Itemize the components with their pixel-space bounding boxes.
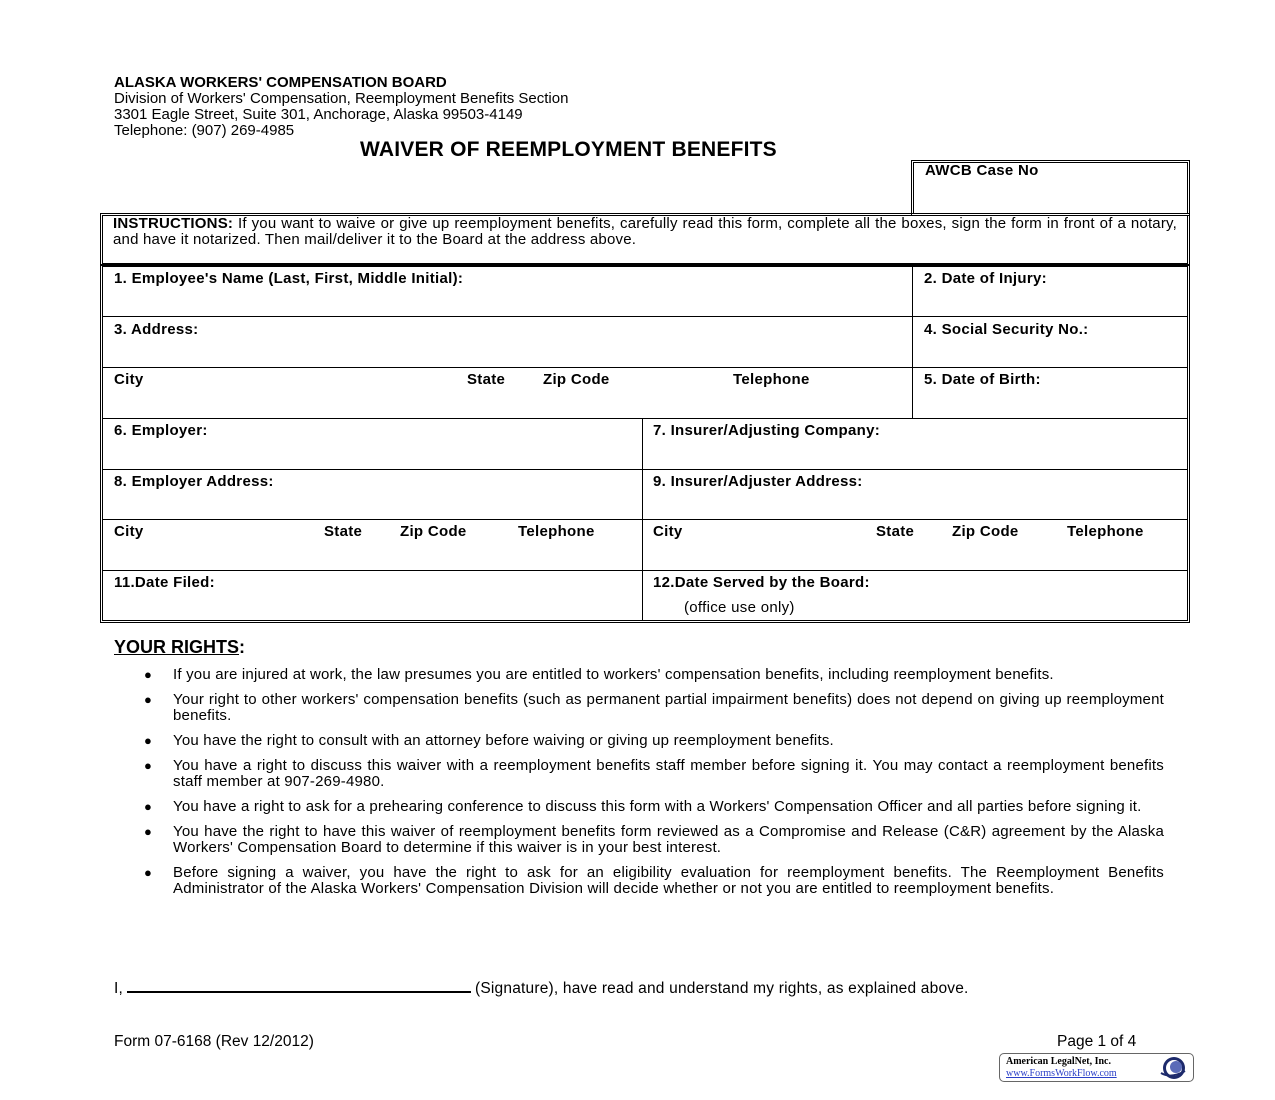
org-name: ALASKA WORKERS' COMPENSATION BOARD [114,74,447,91]
publisher-logo-icon [1157,1055,1189,1081]
bullet-icon: ● [144,667,153,682]
date-of-birth-label: 5. Date of Birth: [924,371,1041,388]
instructions-body: If you want to waive or give up reemployment benefits, carefully read this form, complete all the boxes, sign the form in front of a notary, and have it notarized. Then mail/deliver it to the Board at the address above. [113,215,1177,248]
employee-state-label: State [467,371,506,388]
employer-address-label: 8. Employer Address: [114,473,274,490]
insurer-zip-label: Zip Code [952,523,1019,540]
bullet-icon: ● [144,824,153,839]
rights-list [140,667,1164,906]
date-filed-label: 11.Date Filed: [114,574,215,591]
insurer-address-label: 9. Insurer/Adjuster Address: [653,473,863,490]
list-item-text: If you are injured at work, the law presumes you are entitled to workers' compensation benefits, including reemployment benefits. [173,666,1054,683]
instructions-text [113,216,1177,248]
org-telephone: Telephone: (907) 269-4985 [114,122,295,139]
address-field[interactable] [102,317,912,367]
list-item [140,733,1164,749]
publisher-link[interactable]: www.FormsWorkFlow.com [1006,1068,1117,1079]
employer-zip-label: Zip Code [400,523,467,540]
list-item-text: You have the right to consult with an attorney before waiving or giving up reemployment benefits. [173,732,834,749]
org-address: 3301 Eagle Street, Suite 301, Anchorage, Alaska 99503-4149 [114,106,523,123]
date-of-injury-label: 2. Date of Injury: [924,270,1047,287]
bullet-icon: ● [144,733,153,748]
insurer-city-label: City [653,523,683,540]
list-item [140,824,1164,856]
employer-city-label: City [114,523,144,540]
bullet-icon: ● [144,692,153,707]
bullet-icon: ● [144,758,153,773]
form-number: Form 07-6168 (Rev 12/2012) [114,1033,314,1050]
insurer-telephone-label: Telephone [1067,523,1144,540]
case-number-label: AWCB Case No [925,162,1039,179]
employer-label: 6. Employer: [114,422,208,439]
list-item-text: You have a right to ask for a prehearing conference to discuss this form with a Workers' Compensation Officer and all parties before signing it. [173,798,1142,815]
instructions-label: INSTRUCTIONS: [113,215,234,232]
employee-telephone-label: Telephone [733,371,810,388]
office-use-note: (office use only) [684,599,795,616]
list-item-text: You have a right to discuss this waiver with a reemployment benefits staff member before signing it. You may contact a reemployment benefits staff member at 907-269-4980. [173,757,1164,790]
employer-state-label: State [324,523,363,540]
list-item [140,692,1164,724]
rights-heading [114,637,245,658]
list-item [140,758,1164,790]
date-served-label: 12.Date Served by the Board: [653,574,870,591]
list-item-text: Before signing a waiver, you have the right to ask for an eligibility evaluation for reemployment benefits. The Reemployment Benefits Administrator of the Alaska Workers' Compensation Division will decide whether or not you are entitled to reemployment benefits. [173,864,1164,897]
employee-name-label: 1. Employee's Name (Last, First, Middle Initial): [114,270,464,287]
employee-city-label: City [114,371,144,388]
publisher-name: American LegalNet, Inc. [1006,1056,1111,1067]
list-item [140,865,1164,897]
insurer-label: 7. Insurer/Adjusting Company: [653,422,881,439]
division-name: Division of Workers' Compensation, Reemployment Benefits Section [114,90,569,107]
insurer-state-label: State [876,523,915,540]
bullet-icon: ● [144,799,153,814]
rights-heading-text: YOUR RIGHTS [114,637,240,657]
page-number: Page 1 of 4 [1057,1033,1137,1050]
rights-heading-colon: : [239,637,246,657]
employer-telephone-label: Telephone [518,523,595,540]
list-item [140,667,1164,683]
publisher-stamp [999,1053,1194,1082]
signature-prefix: I, [114,980,124,997]
ssn-label: 4. Social Security No.: [924,321,1089,338]
signature-suffix: (Signature), have read and understand my rights, as explained above. [475,980,969,997]
signature-line[interactable] [127,977,471,993]
list-item-text: You have the right to have this waiver of reemployment benefits form reviewed as a Compromise and Release (C&R) agreement by the Alaska Workers' Compensation Board to determine if this waiver is in your best interest. [173,823,1164,856]
bullet-icon: ● [144,865,153,880]
form-title: WAIVER OF REEMPLOYMENT BENEFITS [360,138,777,161]
address-label: 3. Address: [114,321,199,338]
employee-zip-label: Zip Code [543,371,610,388]
list-item-text: Your right to other workers' compensation benefits (such as permanent partial impairment benefits) does not depend on giving up reemployment benefits. [173,691,1164,724]
list-item [140,799,1164,815]
signature-statement [114,977,969,998]
